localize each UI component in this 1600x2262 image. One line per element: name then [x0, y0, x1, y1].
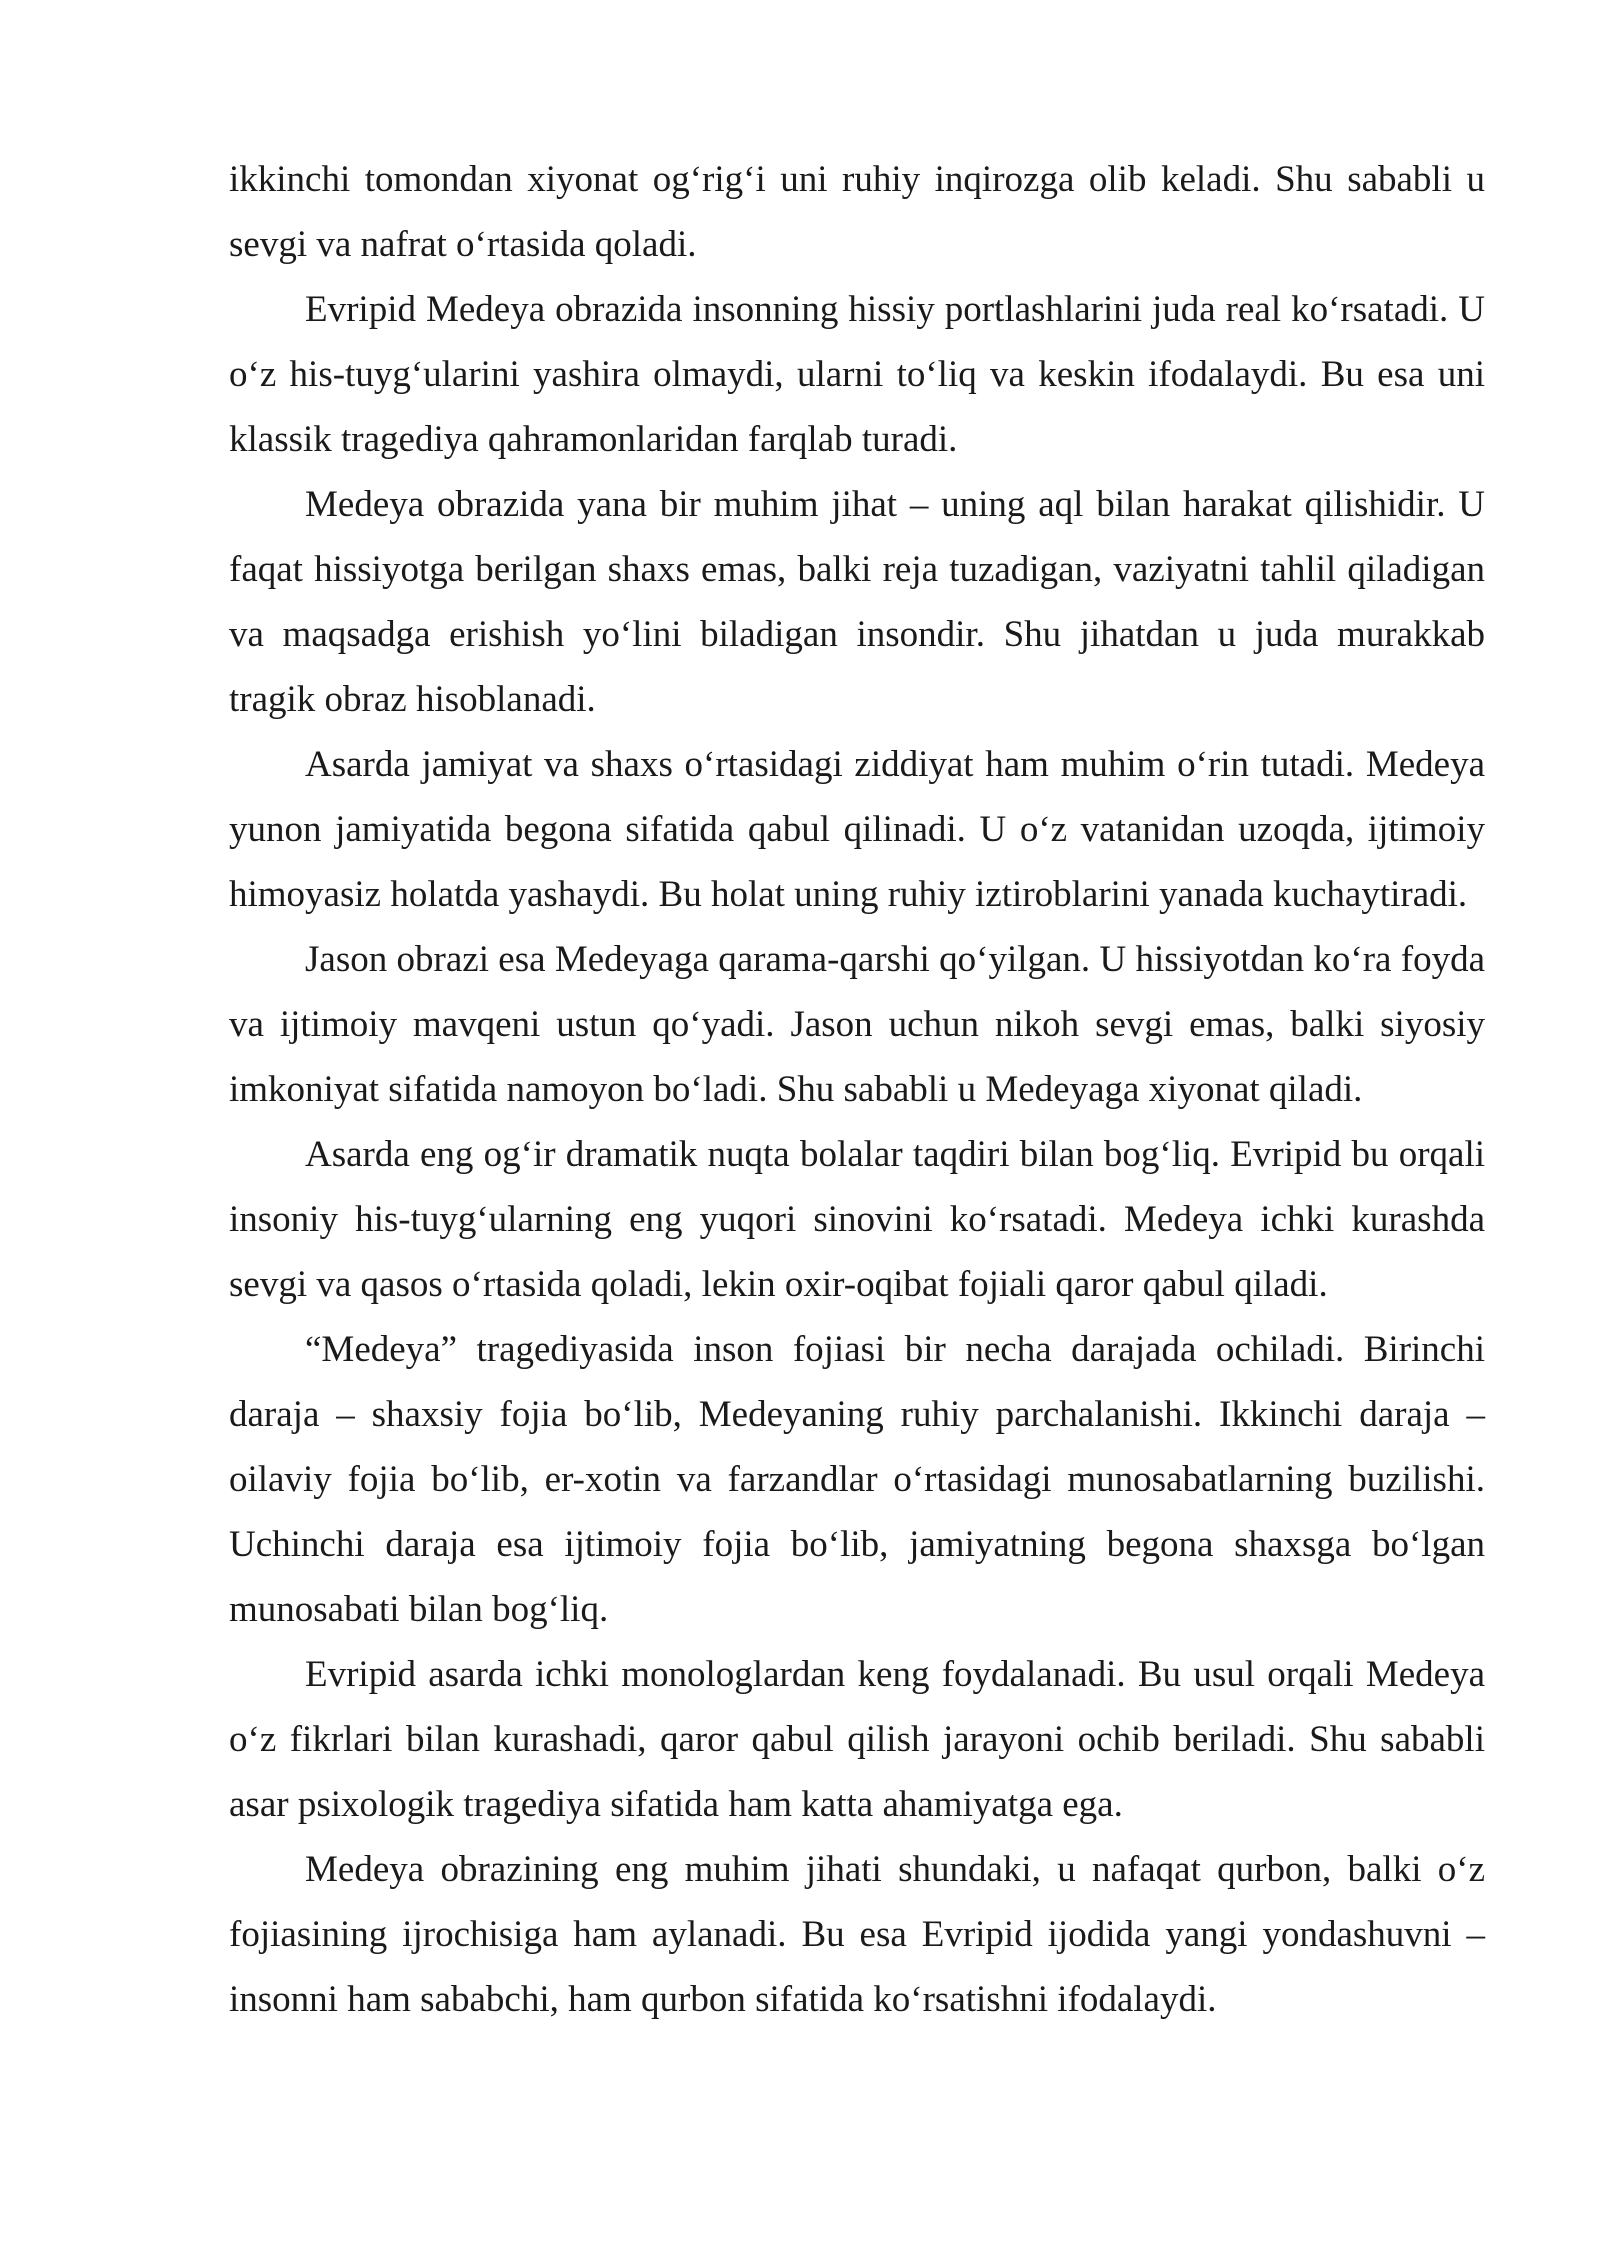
paragraph: Evripid Medeya obrazida insonning hissiy portlashlarini juda real ko‘rsatadi. U o‘z his-tuyg‘ularini yashira olmaydi, ularni to‘liq va keskin ifodalaydi. Bu esa uni klassik tragediya qahramonlaridan farqlab turadi.	[229, 289, 1485, 460]
paragraph-continuation: ikkinchi tomondan xiyonat og‘rig‘i uni ruhiy inqirozga olib keladi. Shu sababli u sevgi va nafrat o‘rtasida qoladi.	[229, 159, 1485, 265]
document-body	[229, 147, 1485, 2032]
paragraph: Evripid asarda ichki monologlardan keng foydalanadi. Bu usul orqali Medeya o‘z fikrlari bilan kurashadi, qaror qabul qilish jarayoni ochib beriladi. Shu sababli asar psixologik tragediya sifatida ham katta ahamiyatga ega.	[229, 1654, 1485, 1825]
paragraph: Asarda jamiyat va shaxs o‘rtasidagi ziddiyat ham muhim o‘rin tutadi. Medeya yunon jamiyatida begona sifatida qabul qilinadi. U o‘z vatanidan uzoqda, ijtimoiy himoyasiz holatda yashaydi. Bu holat uning ruhiy iztiroblarini yanada kuchaytiradi.	[229, 744, 1485, 915]
paragraph: Asarda eng og‘ir dramatik nuqta bolalar taqdiri bilan bog‘liq. Evripid bu orqali insoniy his-tuyg‘ularning eng yuqori sinovini ko‘rsatadi. Medeya ichki kurashda sevgi va qasos o‘rtasida qoladi, lekin oxir-oqibat fojiali qaror qabul qiladi.	[229, 1134, 1485, 1305]
paragraph: Jason obrazi esa Medeyaga qarama-qarshi qo‘yilgan. U hissiyotdan ko‘ra foyda va ijtimoiy mavqeni ustun qo‘yadi. Jason uchun nikoh sevgi emas, balki siyosiy imkoniyat sifatida namoyon bo‘ladi. Shu sababli u Medeyaga xiyonat qiladi.	[229, 939, 1485, 1110]
paragraph: Medeya obrazida yana bir muhim jihat – uning aql bilan harakat qilishidir. U faqat hissiyotga berilgan shaxs emas, balki reja tuzadigan, vaziyatni tahlil qiladigan va maqsadga erishish yo‘lini biladigan insondir. Shu jihatdan u juda murakkab tragik obraz hisoblanadi.	[229, 484, 1485, 720]
paragraph: “Medeya” tragediyasida inson fojiasi bir necha darajada ochiladi. Birinchi daraja – shaxsiy fojia bo‘lib, Medeyaning ruhiy parchalanishi. Ikkinchi daraja – oilaviy fojia bo‘lib, er-xotin va farzandlar o‘rtasidagi munosabatlarning buzilishi. Uchinchi daraja esa ijtimoiy fojia bo‘lib, jamiyatning begona shaxsga bo‘lgan munosabati bilan bog‘liq.	[229, 1329, 1485, 1630]
paragraph: Medeya obrazining eng muhim jihati shundaki, u nafaqat qurbon, balki o‘z fojiasining ijrochisiga ham aylanadi. Bu esa Evripid ijodida yangi yondashuvni – insonni ham sababchi, ham qurbon sifatida ko‘rsatishni ifodalaydi.	[229, 1849, 1485, 2020]
